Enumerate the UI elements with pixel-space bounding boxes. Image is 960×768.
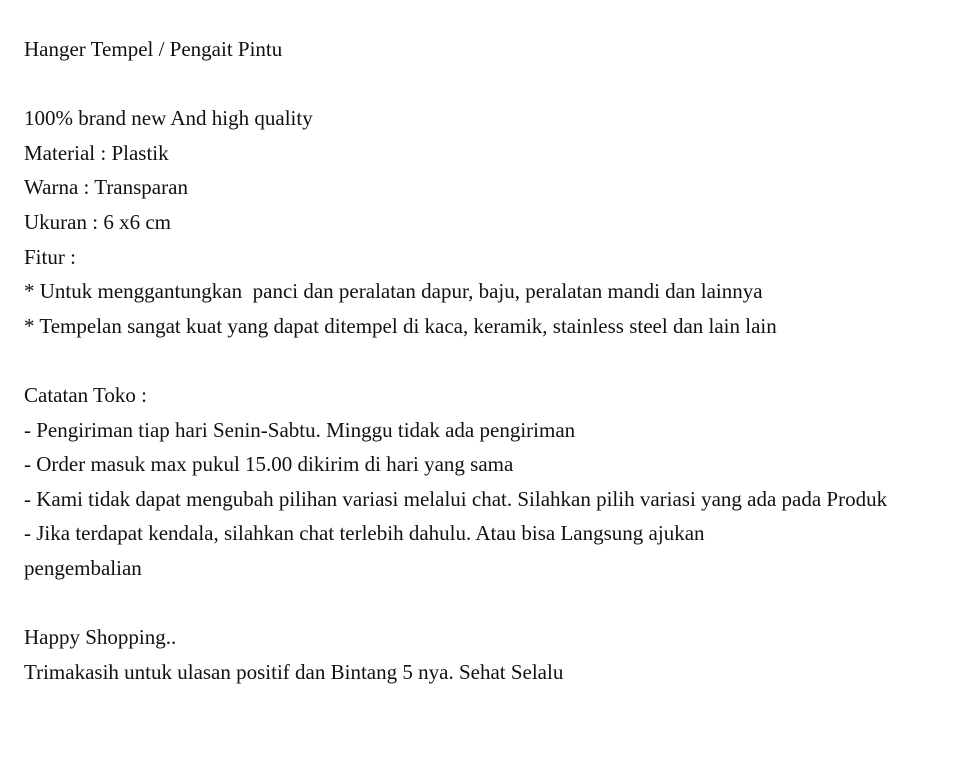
store-note-item: - Jika terdapat kendala, silahkan chat terlebih dahulu. Atau bisa Langsung ajukan pengembalian xyxy=(24,521,710,580)
spacer xyxy=(24,586,920,621)
store-notes xyxy=(24,378,920,586)
spec-quality: 100% brand new And high quality xyxy=(24,106,313,131)
spec-feature-item: * Tempelan sangat kuat yang dapat ditempel di kaca, keramik, stainless steel dan lain lain xyxy=(24,313,777,338)
product-description xyxy=(24,32,920,689)
spec-material: Material : Plastik xyxy=(24,140,169,165)
spec-size: Ukuran : 6 x6 cm xyxy=(24,209,171,234)
product-title: Hanger Tempel / Pengait Pintu xyxy=(24,37,283,61)
spec-feature-item: * Untuk menggantungkan panci dan peralatan dapur, baju, peralatan mandi dan lainnya xyxy=(24,279,763,304)
spec-features-heading: Fitur : xyxy=(24,244,76,269)
closing xyxy=(24,620,920,689)
closing-greeting: Happy Shopping.. xyxy=(24,625,177,650)
store-note-item: - Pengiriman tiap hari Senin-Sabtu. Minggu tidak ada pengiriman xyxy=(24,417,576,442)
store-note-item: - Kami tidak dapat mengubah pilihan variasi melalui chat. Silahkan pilih variasi yang ada pada Produk xyxy=(24,486,888,511)
closing-thanks: Trimakasih untuk ulasan positif dan Bintang 5 nya. Sehat Selalu xyxy=(24,659,564,684)
store-notes-heading: Catatan Toko : xyxy=(24,382,147,407)
store-note-item: - Order masuk max pukul 15.00 dikirim di hari yang sama xyxy=(24,452,514,477)
spec-list xyxy=(24,101,920,343)
spec-color: Warna : Transparan xyxy=(24,175,188,200)
spacer xyxy=(24,343,920,378)
spacer xyxy=(24,67,920,102)
